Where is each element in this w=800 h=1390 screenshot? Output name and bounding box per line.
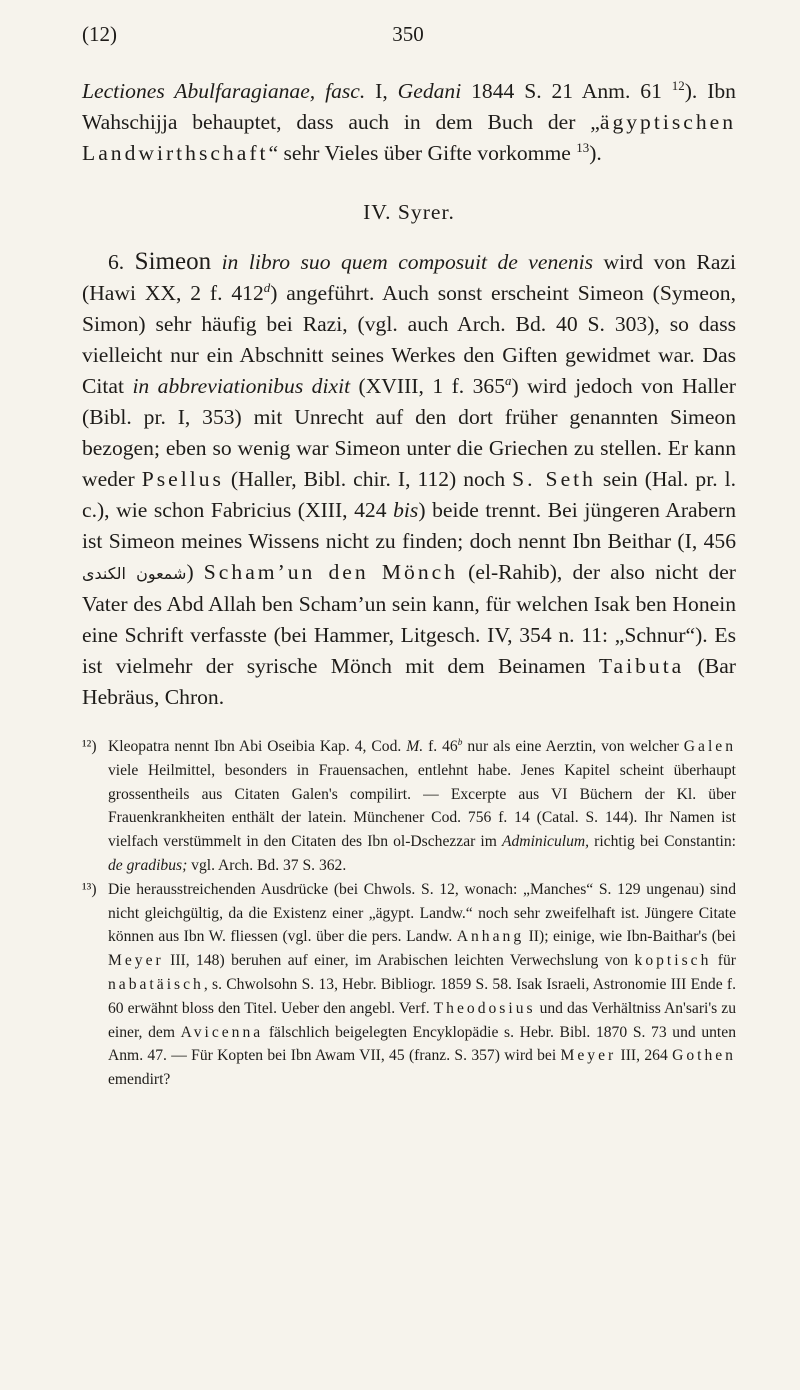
footnotes: [82, 735, 736, 1092]
text: nur als eine Aerztin, von welcher: [462, 738, 684, 755]
spaced-name: Avicenna: [180, 1023, 264, 1041]
folio-mark: d: [263, 279, 271, 295]
text: f. 46: [423, 738, 458, 755]
folio-mark: a: [505, 372, 512, 388]
simeon-paragraph: [82, 246, 736, 713]
footnote-ref: 13: [576, 139, 590, 155]
text: ) wird jedoch von Haller (Bibl. pr. I, 353) mit Unrecht auf den dort früher genannten Simeon bezogen; eben so wenig war Simeon unter die Griechen zu stellen. Er kann weder: [82, 374, 736, 491]
text: II); einige, wie Ibn-Baithar's (bei: [524, 928, 736, 946]
arabic-word: شمعون: [136, 564, 187, 583]
footnote-13: [82, 878, 736, 1092]
arabic-word: الكندى: [82, 564, 126, 583]
spaced-name: Gothen: [672, 1047, 736, 1065]
text: und das Verhältniss An'sari's zu einer, dem: [108, 999, 736, 1041]
footnote-12: [82, 735, 736, 878]
italic-word: M.: [406, 738, 424, 755]
header-number: (12): [82, 22, 117, 46]
page-number: 350: [392, 22, 424, 46]
name-heading: Simeon: [134, 248, 212, 275]
spaced-name: Anhang: [456, 928, 525, 946]
italic-word: Adminiculum,: [501, 833, 590, 851]
quote-italic: in libro suo quem composuit de venenis: [221, 250, 594, 274]
text: Kleopatra nennt Ibn Abi Oseibia Kap. 4, Cod.: [108, 738, 407, 755]
text: viele Heilmittel, besonders in Frauensachen, entlehnt habe. Jenes Kapitel scheint überhaupt grossentheils aus Citaten Galen's compilirt. — Excerpte aus VI Büchern der Kl. über Frauenkrankheiten enthält der latein. Münchener Cod. 756 f. 14 (Catal. S. 144). Ihr Namen ist vielfach verstümmelt in den Citaten des Ibn ol-Dschezzar im: [108, 761, 736, 851]
text: ). Ibn Wahschijja behauptet, dass auch in dem Buch der „: [82, 79, 736, 134]
text: , s. Chwolsohn S. 13, Hebr. Bibliogr. 1859 S. 58. Isak Israeli, Astronomie III Ende f. 60 erwähnt bloss den Titel. Ueber den angebl. Verf.: [108, 975, 736, 1017]
text: ) beide trennt. Bei jüngeren Arabern ist Simeon meines Wissens nicht zu finden; doch nennt Ibn Beithar (I, 456: [82, 498, 736, 553]
spaced-name: Meyer: [560, 1047, 617, 1065]
place-italic: Gedani: [397, 79, 462, 103]
spaced-name: Meyer: [108, 952, 164, 970]
spaced-name: nabatäisch: [108, 975, 204, 993]
text: ).: [589, 141, 602, 165]
spaced-name: Scham’un den Mönch: [203, 560, 459, 584]
section-heading: IV. Syrer.: [363, 200, 455, 224]
opening-paragraph: [82, 76, 736, 169]
text: [211, 250, 221, 274]
footnote-number: ¹²): [82, 738, 97, 755]
text: sein (Hal. pr. l. c.), wie schon Fabricius (XIII, 424: [82, 467, 736, 522]
spaced-name: Taibuta: [598, 654, 685, 678]
text: III, 264: [616, 1047, 673, 1065]
text: ) angeführt. Auch sonst erscheint Simeon (Symeon, Simon) sehr häufig bei Razi, (vgl. auch Arch. Bd. 40 S. 303), so dass vielleicht nur ein Abschnitt seines Werkes den Giften gewidmet war. Das Citat: [82, 281, 736, 398]
spaced-name: S. Seth: [512, 467, 596, 491]
title-italic: Lectiones Abulfaragianae, fasc.: [82, 79, 366, 103]
spaced-name: Galen: [683, 738, 736, 755]
italic-word: bis: [393, 498, 419, 522]
text: emendirt?: [108, 1071, 171, 1089]
text: 6.: [108, 250, 135, 274]
text: vgl. Arch. Bd. 37 S. 362.: [187, 856, 347, 874]
italic-word: de gradibus;: [108, 856, 188, 874]
footnote-ref: 12: [671, 77, 685, 93]
spaced-term: ägyptischen Landwirthschaft: [82, 110, 736, 165]
footnote-number: ¹³): [82, 880, 97, 898]
quote-italic: in abbreviationibus dixit: [132, 374, 351, 398]
spaced-name: Theodosius: [433, 999, 536, 1017]
text: 1844 S. 21 Anm. 61: [461, 79, 672, 103]
running-header: [82, 22, 734, 52]
text: (Haller, Bibl. chir. I, 112) noch: [223, 467, 513, 491]
text: I,: [365, 79, 398, 103]
text: richtig bei Constantin:: [589, 833, 736, 851]
text: ): [186, 560, 204, 584]
text: (el-Rahib), der also nicht der Vater des Abd Allah ben Scham’un sein kann, für welchen Isak ben Honein eine Schrift verfasste (bei Hammer, Litgesch. IV, 354 n. 11: „Schnur“). Es ist vielmehr der syrische Mönch mit dem Beinamen: [82, 560, 736, 678]
text: wird von Razi (Hawi XX, 2 f. 412: [82, 250, 736, 305]
main-text: [82, 76, 736, 1092]
text: “ sehr Vieles über Gifte vorkomme: [268, 141, 577, 165]
text: für: [711, 952, 736, 970]
text: fälschlich beigelegten Encyklopädie s. Hebr. Bibl. 1870 S. 73 und unten Anm. 47. — Für Kopten bei Ibn Awam VII, 45 (franz. S. 357) wird bei: [108, 1023, 736, 1065]
text: Die herausstreichenden Ausdrücke (bei Chwols. S. 12, wonach: „Manches“ S. 129 ungenau) sind nicht gleichgültig, da die Existenz einer „ägypt. Landw.“ noch sehr zweifelhaft ist. Jüngere Citate können aus Ibn W. fliessen (vgl. über die pers. Landw.: [108, 880, 736, 946]
text: III, 148) beruhen auf einer, im Arabischen leichten Verwechslung von: [163, 952, 635, 970]
folio-mark: b: [457, 737, 463, 748]
spaced-name: Psellus: [141, 467, 224, 491]
spaced-name: koptisch: [634, 952, 712, 970]
text: (Bar Hebräus, Chron.: [82, 654, 736, 709]
text: [126, 560, 136, 584]
text: (XVIII, 1 f. 365: [350, 374, 505, 398]
